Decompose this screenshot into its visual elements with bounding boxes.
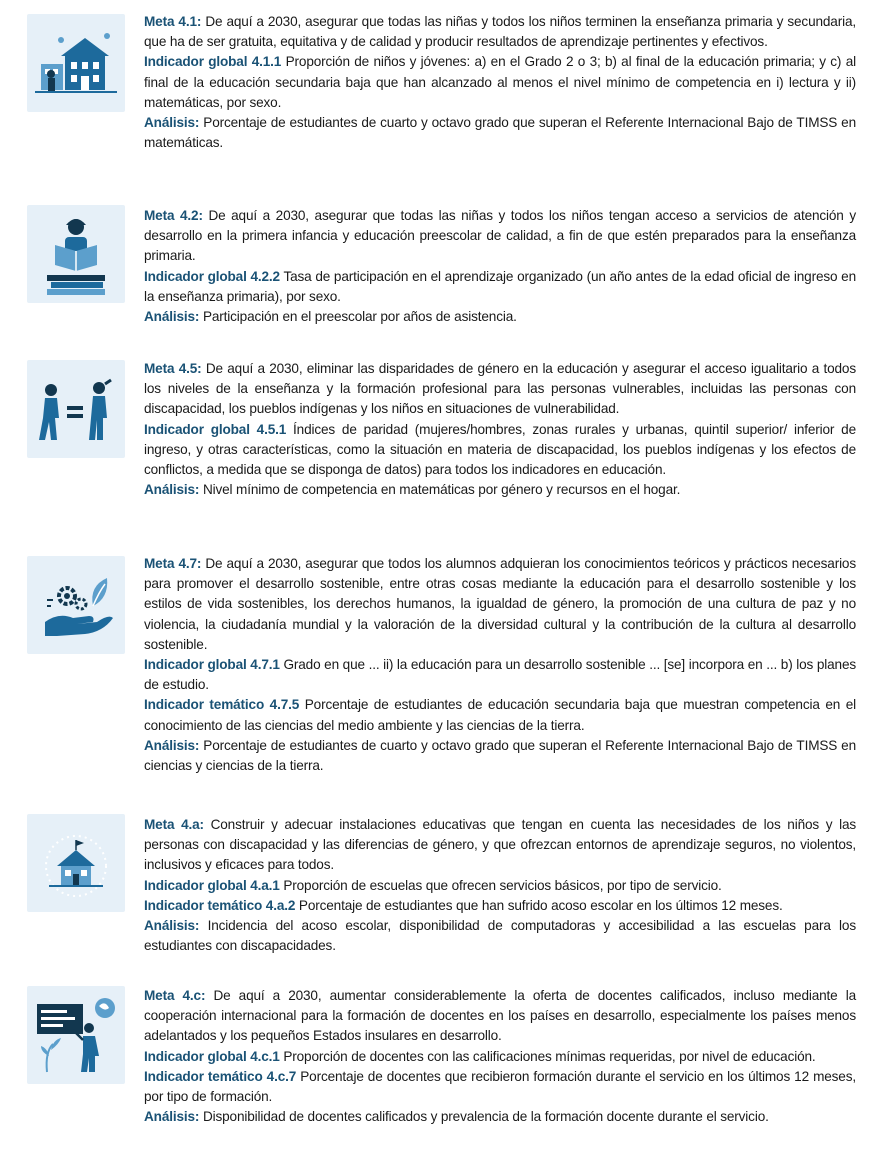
indicator-text: Proporción de niños y jóvenes: a) en el Grado 2 o 3; b) al final de la educación primaria; y c) al final de la educación secundaria baja que han alcanzado al menos el nivel mínimo de competencia en i) lectura y ii) matemáticas, por sexo.: [144, 54, 856, 110]
analysis-text: Porcentaje de estudiantes de cuarto y octavo grado que superan el Referente Internacional Bajo de TIMSS en ciencias y ciencias de la tierra.: [144, 737, 856, 774]
analysis-text: Incidencia del acoso escolar, disponibilidad de computadoras y accesibilidad a las escuelas para los estudiantes con discapacidades.: [144, 918, 856, 954]
indicator-label: Indicador global 4.c.1: [144, 1048, 280, 1064]
indicator-label: Indicador global 4.a.1: [144, 877, 280, 893]
school-house-icon: [27, 814, 125, 912]
analysis-text: Nivel mínimo de competencia en matemáticas por género y recursos en el hogar.: [199, 482, 681, 498]
thematic-indicator-text: Porcentaje de estudiantes de educación secundaria baja que muestran competencia en el conocimiento de las ciencias del medio ambiente y las ciencias de la tierra.: [144, 697, 856, 733]
teacher-presentation-icon: [27, 986, 125, 1084]
analysis-label: Análisis:: [144, 737, 200, 753]
goal-text: [144, 554, 856, 776]
thematic-indicator-text: Porcentaje de estudiantes que han sufrido acoso escolar en los últimos 12 meses.: [295, 897, 783, 913]
analysis-text: Porcentaje de estudiantes de cuarto y octavo grado que superan el Referente Internacional Bajo de TIMSS en matemáticas.: [144, 115, 856, 151]
indicator-text: Proporción de docentes con las calificaciones mínimas requeridas, por nivel de educación.: [279, 1048, 816, 1064]
school-building-icon: [27, 14, 125, 112]
goal-text: [144, 359, 856, 500]
analysis-text: Participación en el preescolar por años de asistencia.: [199, 309, 517, 325]
meta-label: Meta 4.5:: [144, 361, 202, 376]
meta-label: Meta 4.7:: [144, 556, 202, 571]
analysis-label: Análisis:: [144, 115, 200, 131]
indicator-label: Indicador global 4.2.2: [144, 268, 280, 284]
indicator-text: Proporción de escuelas que ofrecen servicios básicos, por tipo de servicio.: [279, 877, 722, 893]
meta-text: De aquí a 2030, asegurar que todos los alumnos adquieran los conocimientos teóricos y prácticos necesarios para promover el desarrollo sostenible, entre otras cosas mediante la educación para el desarrollo sostenible y los estilos de vida sostenibles, los derechos humanos, la igualdad de género, la promoción de una cultura de paz y no violencia, la ciudadanía mundial y la valoración de la diversidad cultural y la contribución de la cultura al desarrollo sostenible.: [144, 556, 856, 652]
analysis-label: Análisis:: [144, 482, 200, 498]
meta-label: Meta 4.a:: [144, 817, 204, 832]
meta-text: De aquí a 2030, asegurar que todas las niñas y todos los niños terminen la enseñanza primaria y secundaria, que ha de ser gratuita, equitativa y de calidad y producir resultados de aprendizaje pertinentes y efectivos.: [144, 14, 856, 50]
thematic-indicator-label: Indicador temático 4.7.5: [144, 697, 300, 713]
analysis-label: Análisis:: [144, 309, 200, 325]
meta-label: Meta 4.2:: [144, 208, 203, 223]
analysis-label: Análisis:: [144, 1109, 200, 1125]
goal-text: [144, 815, 856, 956]
meta-text: De aquí a 2030, asegurar que todas las niñas y todos los niños tengan acceso a servicios de atención y desarrollo en la primera infancia y educación preescolar de calidad, a fin de que estén preparados para la enseñanza primaria.: [144, 208, 856, 264]
thematic-indicator-label: Indicador temático 4.a.2: [144, 897, 296, 913]
analysis-text: Disponibilidad de docentes calificados y prevalencia de la formación docente durante el servicio.: [199, 1109, 769, 1125]
goal-text: [144, 206, 856, 327]
indicator-text: Tasa de participación en el aprendizaje organizado (un año antes de la edad oficial de ingreso en la enseñanza primaria), por sexo.: [144, 268, 856, 304]
meta-text: De aquí a 2030, eliminar las disparidades de género en la educación y asegurar el acceso igualitario a todos los niveles de la enseñanza y la formación profesional para las personas vulnerables, incluidas las personas con discapacidad, los pueblos indígenas y los niños en situaciones de vulnerabilidad.: [144, 361, 856, 417]
goal-text: [144, 12, 856, 153]
meta-label: Meta 4.1:: [144, 14, 202, 29]
goal-text: [144, 986, 856, 1127]
indicator-text: Grado en que ... ii) la educación para un desarrollo sostenible ... [se] incorpora en ... b) los planes de estudio.: [144, 657, 856, 693]
analysis-label: Análisis:: [144, 918, 200, 934]
sustainable-hand-icon: [27, 556, 125, 654]
indicator-label: Indicador global 4.7.1: [144, 657, 280, 673]
indicator-label: Indicador global 4.5.1: [144, 421, 287, 437]
gender-equality-icon: [27, 360, 125, 458]
meta-text: Construir y adecuar instalaciones educativas que tengan en cuenta las necesidades de los niños y las personas con discapacidad y las diferencias de género, y que ofrezcan entornos de aprendizaje seguros, no violentos, inclusivos y eficaces para todos.: [144, 817, 857, 873]
meta-label: Meta 4.c:: [144, 988, 206, 1003]
indicator-label: Indicador global 4.1.1: [144, 54, 282, 70]
thematic-indicator-text: Porcentaje de docentes que recibieron formación durante el servicio en los últimos 12 meses, por tipo de formación.: [144, 1068, 856, 1105]
meta-text: De aquí a 2030, aumentar considerablemente la oferta de docentes calificados, incluso mediante la cooperación internacional para la formación de docentes en los países en desarrollo, especialmente los países menos adelantados y los pequeños Estados insulares en desarrollo.: [144, 988, 856, 1044]
thematic-indicator-label: Indicador temático 4.c.7: [144, 1068, 297, 1084]
reading-child-icon: [27, 205, 125, 303]
indicator-text: Índices de paridad (mujeres/hombres, zonas rurales y urbanas, quintil superior/ inferior de ingreso, y otras características, como la situación en materia de discapacidad, los pueblos indígenas y los efectos de conflictos, a medida que se disponga de datos) para todos los indicadores en educación.: [144, 421, 856, 478]
